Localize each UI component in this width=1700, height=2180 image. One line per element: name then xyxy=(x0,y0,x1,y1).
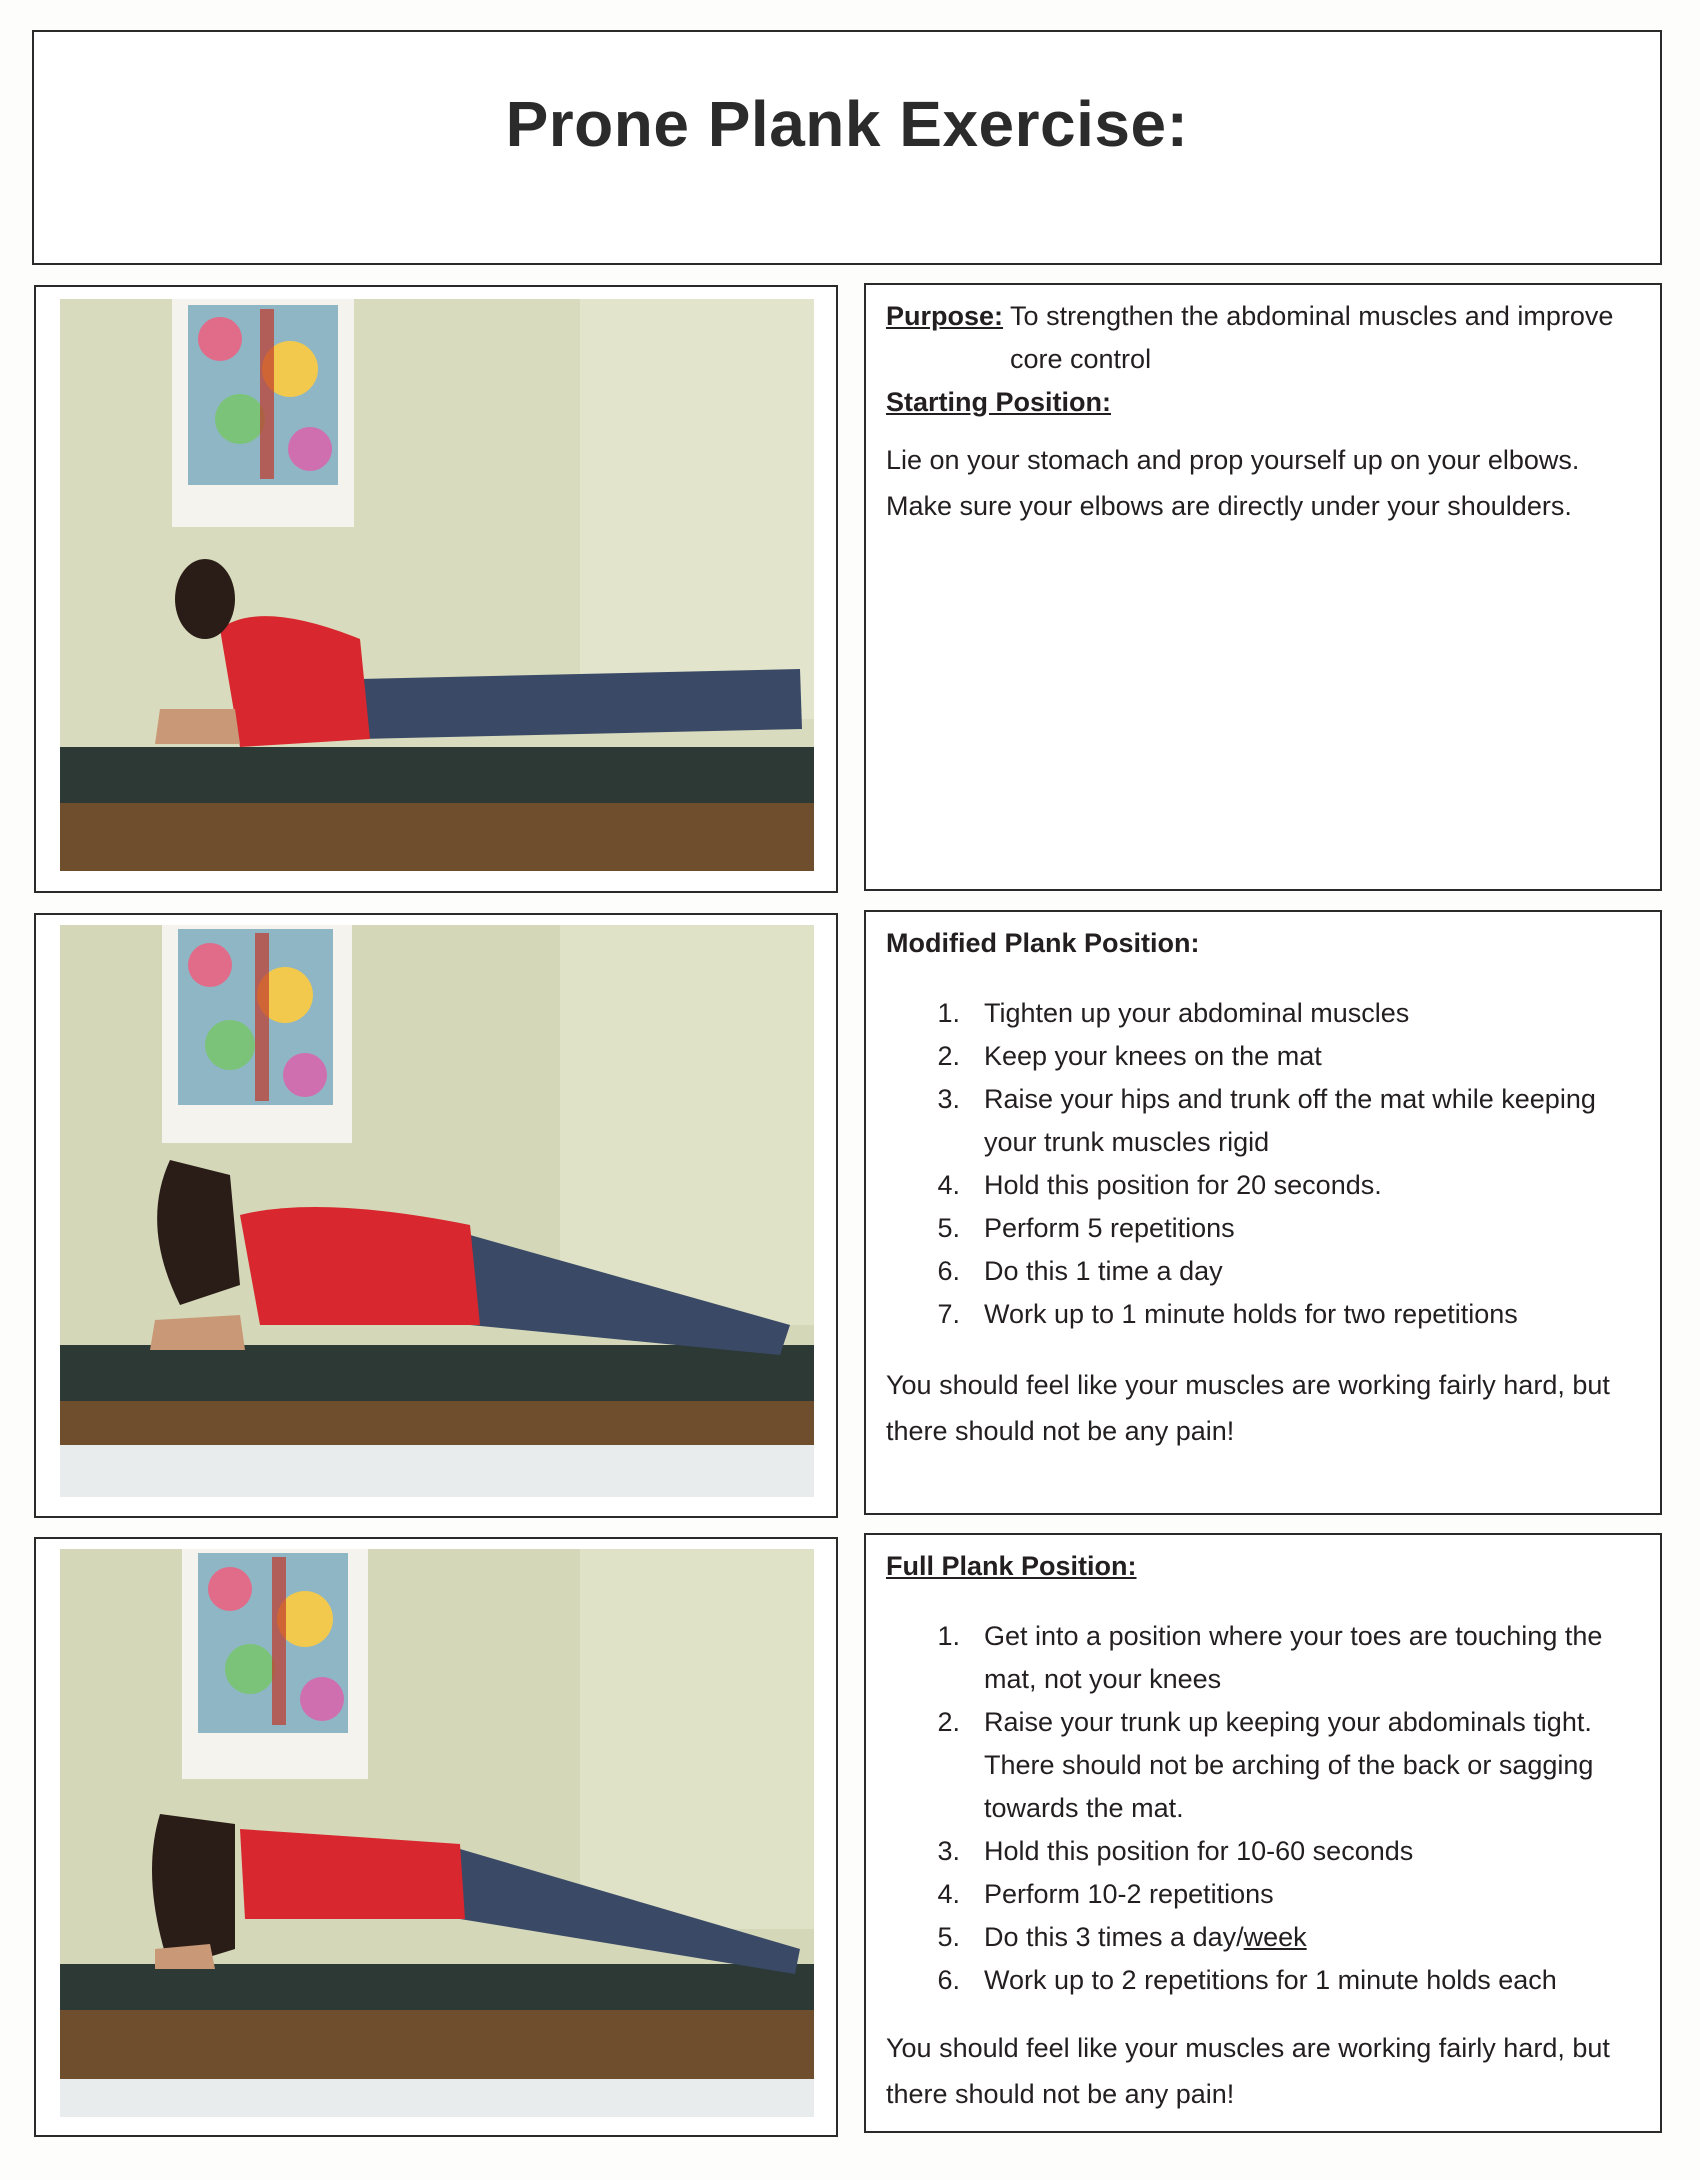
step-text: Work up to 1 minute holds for two repetitions xyxy=(984,1299,1518,1329)
step-text-underlined: week xyxy=(1243,1922,1307,1952)
step-number: 3. xyxy=(937,1836,960,1866)
purpose-text-line2: core control xyxy=(1010,344,1152,374)
purpose-block xyxy=(886,295,1642,424)
full-plank-heading xyxy=(886,1545,1642,1588)
step-number: 6. xyxy=(937,1965,960,1995)
step-number: 2. xyxy=(937,1041,960,1071)
list-item xyxy=(886,992,1642,1035)
step-text: Perform 5 repetitions xyxy=(984,1213,1235,1243)
modified-plank-text-box xyxy=(864,910,1662,1515)
list-item xyxy=(886,1830,1642,1873)
list-item xyxy=(886,1959,1642,2002)
step-number: 6. xyxy=(937,1256,960,1286)
modified-plank-note: You should feel like your muscles are working fairly hard, but there should not be any pain! xyxy=(886,1370,1610,1446)
modified-plank-photo-frame xyxy=(34,913,838,1518)
step-text xyxy=(984,1916,1642,1959)
list-item xyxy=(886,1293,1642,1336)
modified-plank-heading xyxy=(886,922,1642,965)
step-text: Hold this position for 10-60 seconds xyxy=(984,1836,1414,1866)
step-number: 5. xyxy=(937,1922,960,1952)
step-text: Raise your trunk up keeping your abdominals tight. There should not be arching of the back or sagging towards the mat. xyxy=(984,1707,1594,1823)
starting-position-photo-frame xyxy=(34,285,838,893)
step-number: 1. xyxy=(937,998,960,1028)
starting-position-text-box xyxy=(864,283,1662,891)
list-item xyxy=(886,1701,1642,1830)
step-text-main: Do this 3 times a day/ xyxy=(984,1922,1244,1952)
step-number: 5. xyxy=(937,1213,960,1243)
full-plank-text-box xyxy=(864,1533,1662,2133)
list-item xyxy=(886,1615,1642,1701)
list-item xyxy=(886,1916,1642,1959)
step-number: 3. xyxy=(937,1084,960,1114)
step-text: Hold this position for 20 seconds. xyxy=(984,1170,1382,1200)
list-item xyxy=(886,1078,1642,1164)
starting-position-text xyxy=(886,437,1642,529)
starting-text-line2: Make sure your elbows are directly under your shoulders. xyxy=(886,491,1572,521)
step-text: Do this 1 time a day xyxy=(984,1256,1223,1286)
list-item xyxy=(886,1164,1642,1207)
purpose-label: Purpose: xyxy=(886,301,1004,331)
step-number: 4. xyxy=(937,1170,960,1200)
step-number: 2. xyxy=(937,1707,960,1737)
full-plank-note: You should feel like your muscles are working fairly hard, but there should not be any pain! xyxy=(886,2033,1610,2109)
step-text: Work up to 2 repetitions for 1 minute holds each xyxy=(984,1965,1557,1995)
step-text: Keep your knees on the mat xyxy=(984,1041,1322,1071)
step-number: 1. xyxy=(937,1621,960,1651)
step-text: Raise your hips and trunk off the mat while keeping your trunk muscles rigid xyxy=(984,1084,1596,1157)
step-text: Tighten up your abdominal muscles xyxy=(984,998,1410,1028)
step-number: 7. xyxy=(937,1299,960,1329)
list-item xyxy=(886,1873,1642,1916)
modified-plank-heading-text: Modified Plank Position: xyxy=(886,928,1200,958)
starting-position-photo xyxy=(60,299,814,871)
full-plank-photo xyxy=(60,1549,814,2117)
full-plank-steps xyxy=(886,1615,1642,2002)
step-number: 4. xyxy=(937,1879,960,1909)
list-item xyxy=(886,1250,1642,1293)
title-box xyxy=(32,30,1662,265)
page-title: Prone Plank Exercise: xyxy=(505,88,1189,160)
purpose-text-line1: To strengthen the abdominal muscles and improve xyxy=(1010,301,1614,331)
starting-text-line1: Lie on your stomach and prop yourself up on your elbows. xyxy=(886,445,1580,475)
list-item xyxy=(886,1207,1642,1250)
modified-plank-steps xyxy=(886,992,1642,1336)
modified-plank-photo xyxy=(60,925,814,1497)
full-plank-heading-text: Full Plank Position: xyxy=(886,1551,1137,1581)
list-item xyxy=(886,1035,1642,1078)
step-text: Get into a position where your toes are touching the mat, not your knees xyxy=(984,1621,1603,1694)
step-text: Perform 10-2 repetitions xyxy=(984,1879,1274,1909)
full-plank-photo-frame xyxy=(34,1537,838,2137)
starting-position-label: Starting Position: xyxy=(886,387,1111,417)
